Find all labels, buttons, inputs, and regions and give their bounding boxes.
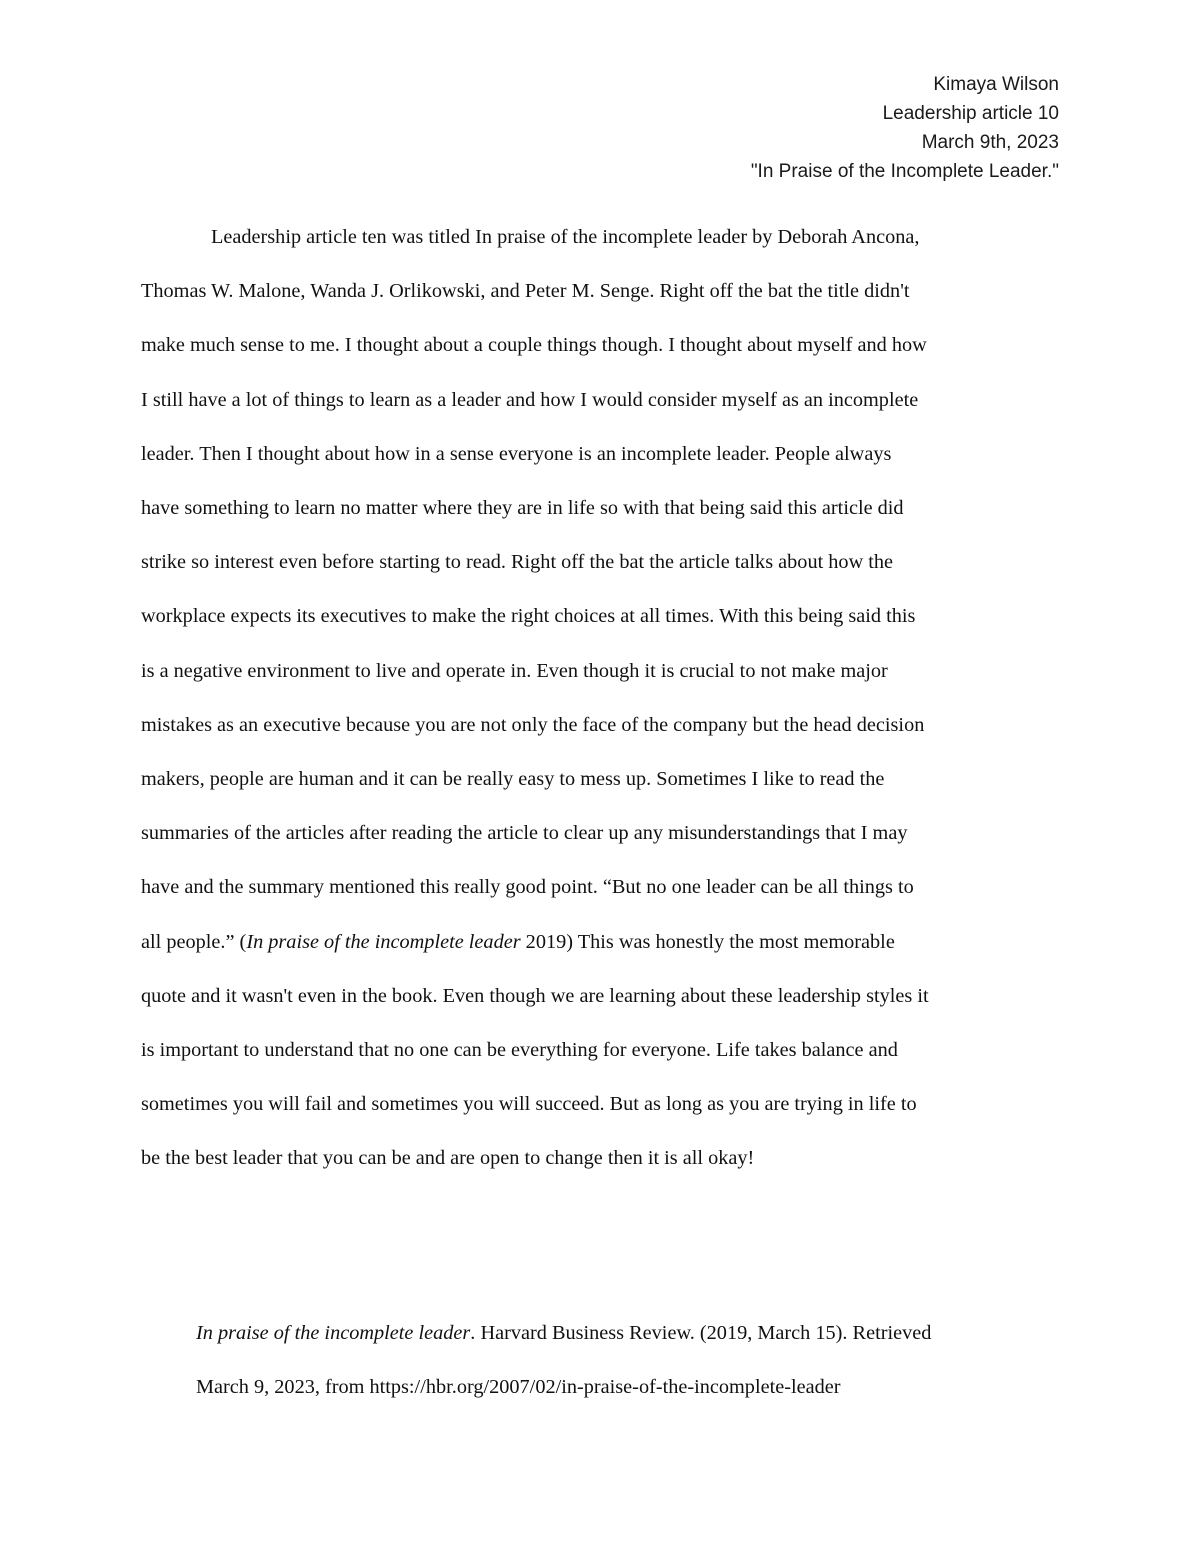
citation-publisher: . Harvard Business Review. (2019, March 15). Retrieved	[470, 1322, 932, 1344]
author-name: Kimaya Wilson	[933, 74, 1059, 95]
body-line: summaries of the articles after reading the article to clear up any misunderstandings that I may	[141, 822, 908, 845]
body-line: Thomas W. Malone, Wanda J. Orlikowski, and Peter M. Senge. Right off the bat the title didn't	[141, 280, 910, 303]
body-line: be the best leader that you can be and are open to change then it is all okay!	[141, 1147, 755, 1170]
body-line: makers, people are human and it can be really easy to mess up. Sometimes I like to read the	[141, 768, 885, 791]
body-line: have and the summary mentioned this really good point. “But no one leader can be all things to	[141, 876, 914, 899]
body-line: mistakes as an executive because you are not only the face of the company but the head decision	[141, 713, 925, 736]
body-line: is a negative environment to live and operate in. Even though it is crucial to not make major	[141, 659, 888, 682]
body-paragraph	[141, 210, 1061, 1186]
citation-line-1	[196, 1306, 931, 1360]
body-line: leader. Then I thought about how in a sense everyone is an incomplete leader. People always	[141, 442, 892, 465]
body-line: quote and it wasn't even in the book. Even though we are learning about these leadership styles it	[141, 984, 929, 1007]
body-line: strike so interest even before starting to read. Right off the bat the article talks about how the	[141, 551, 894, 574]
body-line: make much sense to me. I thought about a couple things though. I thought about myself and how	[141, 334, 927, 357]
body-line: I still have a lot of things to learn as a leader and how I would consider myself as an incomplete	[141, 388, 919, 411]
body-line: Leadership article ten was titled In praise of the incomplete leader by Deborah Ancona,	[211, 226, 920, 248]
date: March 9th, 2023	[921, 132, 1059, 153]
body-line: sometimes you will fail and sometimes you will succeed. But as long as you are trying in life to	[141, 1093, 917, 1116]
body-line: workplace expects its executives to make the right choices at all times. With this being said this	[141, 605, 916, 628]
quote-continuation: 2019) This was honestly the most memorable	[520, 930, 895, 953]
citation-title: In praise of the incomplete leader	[196, 1322, 471, 1344]
course-title: Leadership article 10	[882, 103, 1059, 124]
body-line-quote	[141, 915, 1061, 969]
citation-line-2: March 9, 2023, from https://hbr.org/2007/02/in-praise-of-the-incomplete-leader	[196, 1376, 841, 1398]
quote-text: all people.” (	[141, 930, 247, 953]
article-title: "In Praise of the Incomplete Leader."	[750, 161, 1059, 182]
quote-source-title: In praise of the incomplete leader	[246, 930, 521, 953]
body-line: have something to learn no matter where they are in life so with that being said this article did	[141, 497, 904, 520]
reference-citation	[196, 1306, 931, 1414]
header-block	[751, 70, 1059, 186]
body-line: is important to understand that no one can be everything for everyone. Life takes balance and	[141, 1039, 898, 1062]
